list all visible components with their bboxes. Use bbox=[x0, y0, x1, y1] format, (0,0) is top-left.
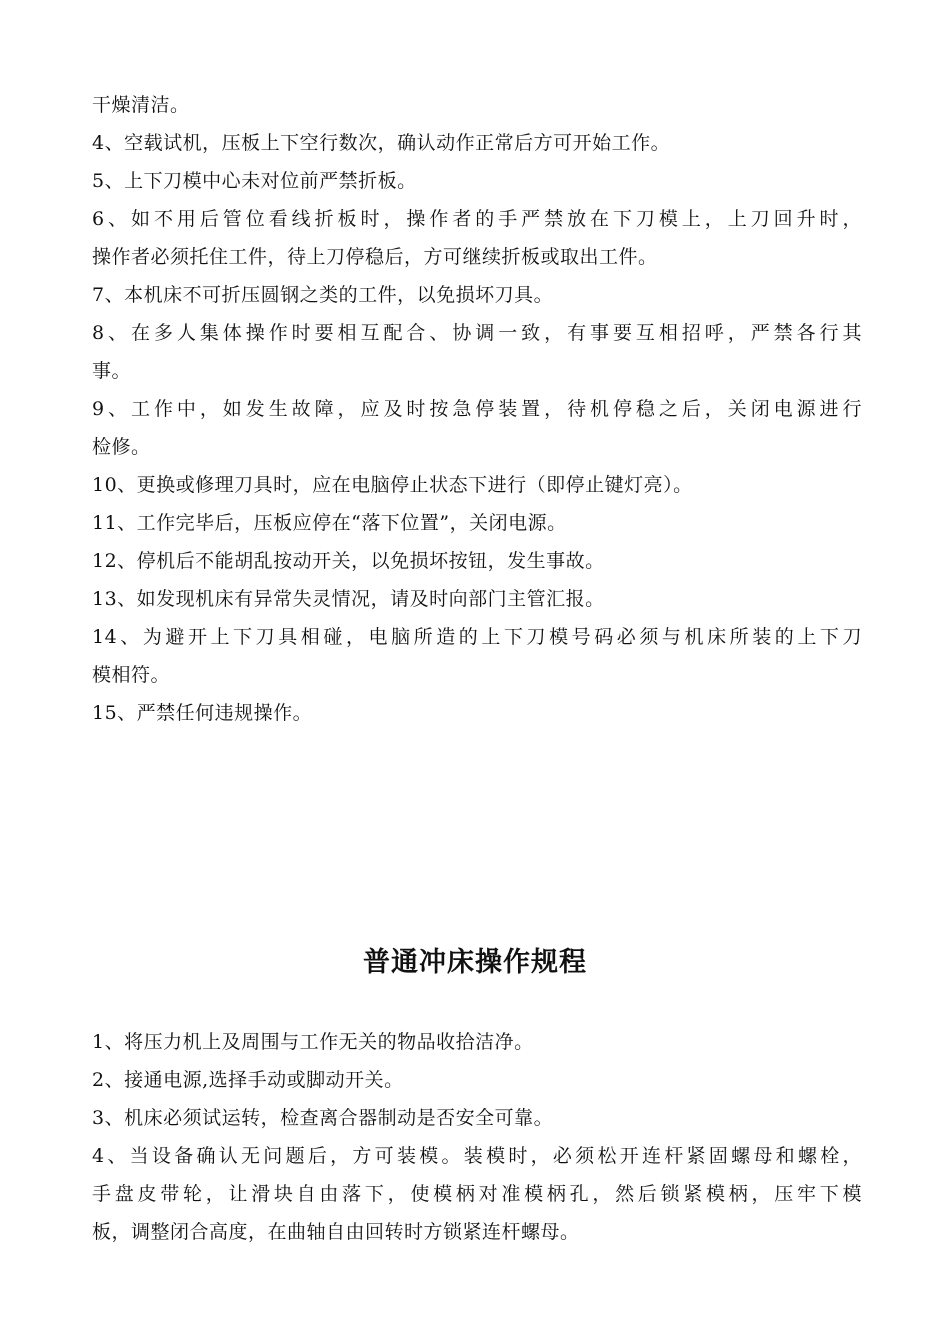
text-line: 检修。 bbox=[92, 436, 151, 458]
punch-press-rules-list bbox=[92, 1023, 862, 1251]
text-line: 9、工作中，如发生故障，应及时按急停装置，待机停稳之后，关闭电源进行 bbox=[92, 398, 862, 420]
text-line: 6、如不用后管位看线折板时，操作者的手严禁放在下刀模上，上刀回升时， bbox=[92, 208, 862, 230]
text-line: 5、上下刀模中心未对位前严禁折板。 bbox=[92, 170, 417, 192]
text-line: 4、空载试机，压板上下空行数次，确认动作正常后方可开始工作。 bbox=[92, 132, 671, 154]
text-line: 8、在多人集体操作时要相互配合、协调一致，有事要互相招呼，严禁各行其 bbox=[92, 322, 862, 344]
text-line: 板，调整闭合高度，在曲轴自由回转时方锁紧连杆螺母。 bbox=[92, 1221, 580, 1243]
text-line: 3、机床必须试运转，检查离合器制动是否安全可靠。 bbox=[92, 1107, 554, 1129]
press-brake-rules-list bbox=[92, 86, 862, 732]
text-line: 14、为避开上下刀具相碰，电脑所造的上下刀模号码必须与机床所装的上下刀 bbox=[92, 626, 862, 648]
text-line: 2、接通电源,选择手动或脚动开关。 bbox=[92, 1069, 404, 1091]
text-line: 模相符。 bbox=[92, 664, 171, 686]
text-line: 操作者必须托住工件，待上刀停稳后，方可继续折板或取出工件。 bbox=[92, 246, 658, 268]
text-line: 7、本机床不可折压圆钢之类的工件，以免损坏刀具。 bbox=[92, 284, 554, 306]
text-line: 1、将压力机上及周围与工作无关的物品收拾洁净。 bbox=[92, 1031, 534, 1053]
text-line: 手盘皮带轮，让滑块自由落下，使模柄对准模柄孔，然后锁紧模柄，压牢下模 bbox=[92, 1183, 862, 1205]
text-line: 15、严禁任何违规操作。 bbox=[92, 702, 313, 724]
section-title: 普通冲床操作规程 bbox=[363, 947, 587, 978]
text-line: 事。 bbox=[92, 360, 132, 382]
text-line: 11、工作完毕后，压板应停在“落下位置”，关闭电源。 bbox=[92, 512, 567, 534]
text-line: 干燥清洁。 bbox=[92, 94, 190, 116]
text-line: 12、停机后不能胡乱按动开关，以免损坏按钮，发生事故。 bbox=[92, 550, 605, 572]
text-line: 4、当设备确认无问题后，方可装模。装模时，必须松开连杆紧固螺母和螺栓， bbox=[92, 1145, 862, 1167]
text-line: 13、如发现机床有异常失灵情况，请及时向部门主管汇报。 bbox=[92, 588, 605, 610]
text-line: 10、更换或修理刀具时，应在电脑停止状态下进行（即停止键灯亮）。 bbox=[92, 474, 693, 496]
